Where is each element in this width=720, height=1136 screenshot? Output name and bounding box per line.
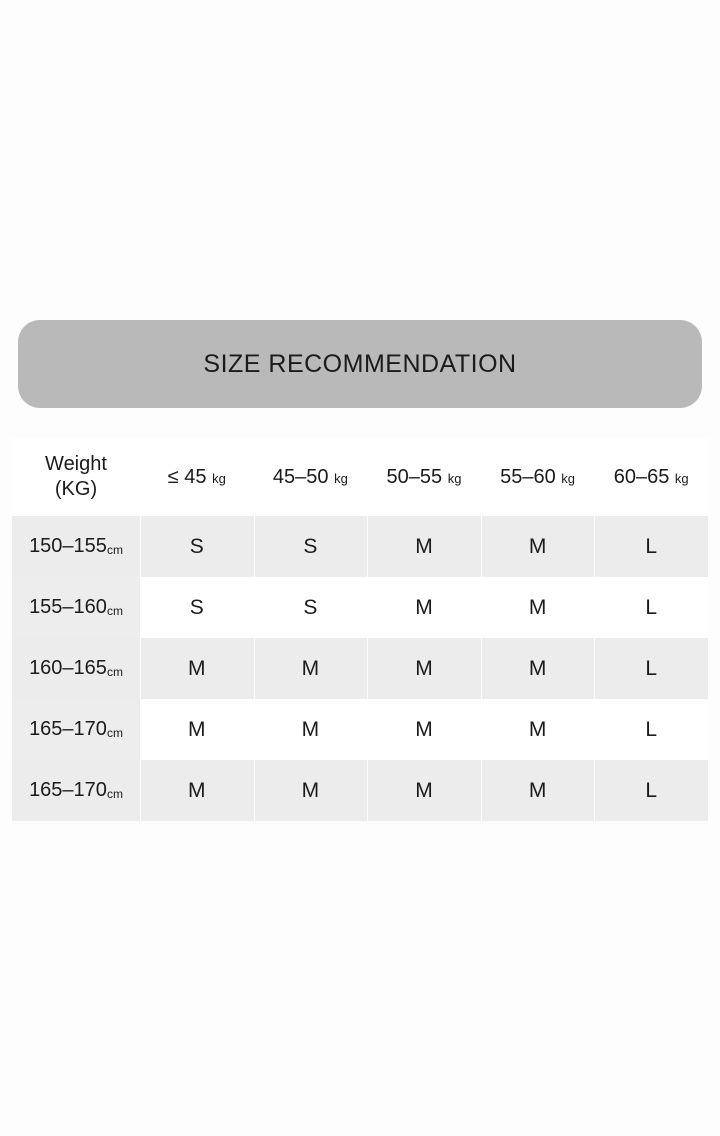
column-header-weight-5 bbox=[594, 438, 708, 516]
cell-size-r2c3: M bbox=[367, 577, 481, 638]
row-height-range-2: 155–160 bbox=[29, 596, 107, 618]
column-header-unit-2: kg bbox=[334, 470, 348, 486]
cell-size-r5c1: M bbox=[140, 760, 254, 821]
cell-size-r5c2: M bbox=[254, 760, 368, 821]
cell-size-r3c5: L bbox=[594, 638, 708, 699]
corner-label-weight: Weight bbox=[45, 453, 107, 475]
column-header-unit-1: kg bbox=[212, 470, 226, 486]
table-corner-header bbox=[12, 438, 140, 516]
cell-size-r2c1: S bbox=[140, 577, 254, 638]
row-height-unit-3: cm bbox=[106, 665, 123, 679]
cell-size-r5c5: L bbox=[594, 760, 708, 821]
size-recommendation-banner bbox=[18, 320, 702, 408]
row-height-range-4: 165–170 bbox=[29, 718, 107, 740]
column-header-range-5: 60–65 bbox=[613, 465, 670, 488]
cell-size-r4c3: M bbox=[367, 699, 481, 760]
cell-size-r3c2: M bbox=[254, 638, 368, 699]
column-header-weight-2 bbox=[254, 438, 368, 516]
row-height-range-1: 150–155 bbox=[29, 535, 107, 557]
cell-size-r3c3: M bbox=[367, 638, 481, 699]
column-header-unit-3: kg bbox=[447, 470, 462, 486]
column-header-range-3: 50–55 bbox=[386, 465, 443, 488]
column-header-range-1: ≤ 45 bbox=[167, 465, 207, 488]
cell-size-r1c2: S bbox=[254, 516, 368, 577]
column-header-unit-4: kg bbox=[561, 470, 576, 486]
cell-size-r4c2: M bbox=[254, 699, 368, 760]
cell-size-r2c2: S bbox=[254, 577, 368, 638]
row-header-height-1 bbox=[12, 516, 140, 577]
cell-size-r1c3: M bbox=[367, 516, 481, 577]
row-header-height-4 bbox=[12, 699, 140, 760]
row-height-unit-5: cm bbox=[106, 787, 123, 801]
row-height-range-5: 165–170 bbox=[29, 779, 107, 801]
row-header-height-5 bbox=[12, 760, 140, 821]
column-header-weight-3 bbox=[367, 438, 481, 516]
cell-size-r4c4: M bbox=[481, 699, 595, 760]
banner-title: SIZE RECOMMENDATION bbox=[203, 349, 517, 378]
cell-size-r3c1: M bbox=[140, 638, 254, 699]
size-table-container bbox=[12, 438, 708, 821]
corner-label-kg: (KG) bbox=[54, 478, 98, 500]
row-height-unit-1: cm bbox=[106, 543, 123, 557]
column-header-range-2: 45–50 bbox=[272, 465, 329, 488]
cell-size-r1c1: S bbox=[140, 516, 254, 577]
row-header-height-2 bbox=[12, 577, 140, 638]
cell-size-r3c4: M bbox=[481, 638, 595, 699]
cell-size-r1c4: M bbox=[481, 516, 595, 577]
row-height-range-3: 160–165 bbox=[29, 657, 107, 679]
row-height-unit-2: cm bbox=[106, 604, 123, 618]
row-height-unit-4: cm bbox=[106, 726, 123, 740]
column-header-unit-5: kg bbox=[674, 470, 689, 486]
table-row bbox=[12, 638, 708, 699]
cell-size-r5c3: M bbox=[367, 760, 481, 821]
cell-size-r4c5: L bbox=[594, 699, 708, 760]
cell-size-r4c1: M bbox=[140, 699, 254, 760]
column-header-weight-1 bbox=[140, 438, 254, 516]
column-header-range-4: 55–60 bbox=[500, 465, 556, 488]
cell-size-r2c4: M bbox=[481, 577, 595, 638]
row-header-height-3 bbox=[12, 638, 140, 699]
cell-size-r5c4: M bbox=[481, 760, 595, 821]
table-header-row bbox=[12, 438, 708, 516]
size-recommendation-table bbox=[12, 438, 708, 821]
column-header-weight-4 bbox=[481, 438, 595, 516]
cell-size-r2c5: L bbox=[594, 577, 708, 638]
cell-size-r1c5: L bbox=[594, 516, 708, 577]
table-row bbox=[12, 760, 708, 821]
table-row bbox=[12, 699, 708, 760]
table-row bbox=[12, 516, 708, 577]
table-row bbox=[12, 577, 708, 638]
